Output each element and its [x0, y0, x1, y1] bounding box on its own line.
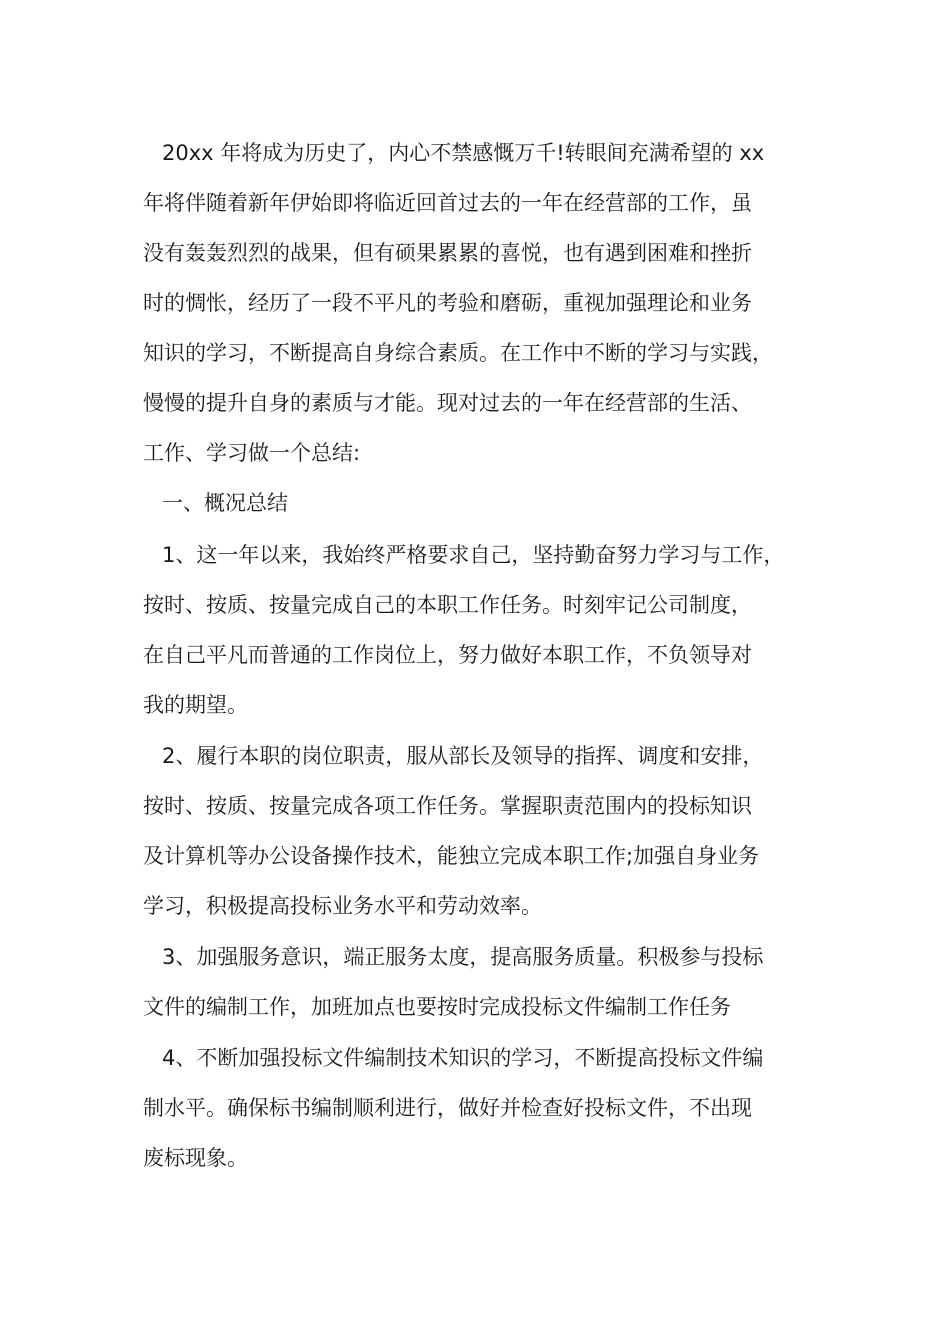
item-1-line-1: 1、这一年以来，我始终严格要求自己，坚持勤奋努力学习与工作， [162, 543, 785, 567]
item-3-line-1: 3、加强服务意识，端正服务太度，提高服务质量。积极参与投标 [162, 945, 764, 969]
paragraph-intro-line-7: 工作、学习做一个总结: [143, 441, 361, 465]
item-1-line-3: 在自己平凡而普通的工作岗位上，努力做好本职工作，不负领导对 [143, 643, 752, 667]
item-2-line-4: 学习，积极提高投标业务水平和劳动效率。 [143, 894, 542, 918]
paragraph-intro-line-4: 时的惆怅，经历了一段不平凡的考验和磨砺，重视加强理论和业务 [143, 291, 752, 315]
item-1-line-2: 按时、按质、按量完成自己的本职工作任务。时刻牢记公司制度， [143, 593, 752, 617]
paragraph-intro-line-1: 20xx 年将成为历史了，内心不禁感慨万千!转眼间充满希望的 xx [162, 141, 765, 165]
item-1-line-4: 我的期望。 [143, 693, 248, 717]
paragraph-intro-line-2: 年将伴随着新年伊始即将临近回首过去的一年在经营部的工作，虽 [143, 191, 752, 215]
item-4-line-1: 4、不断加强投标文件编制技术知识的学习，不断提高投标文件编 [162, 1046, 764, 1070]
item-4-line-2: 制水平。确保标书编制顺利进行，做好并检查好投标文件，不出现 [143, 1096, 752, 1120]
item-4-line-3: 废标现象。 [143, 1146, 248, 1170]
item-3-line-2: 文件的编制工作，加班加点也要按时完成投标文件编制工作任务 [143, 995, 731, 1019]
item-2-line-3: 及计算机等办公设备操作技术，能独立完成本职工作;加强自身业务 [143, 844, 760, 868]
paragraph-intro-line-5: 知识的学习，不断提高自身综合素质。在工作中不断的学习与实践， [143, 341, 773, 365]
item-2-line-2: 按时、按质、按量完成各项工作任务。掌握职责范围内的投标知识 [143, 794, 752, 818]
section-heading: 一、概况总结 [162, 491, 288, 515]
paragraph-intro-line-3: 没有轰轰烈烈的战果，但有硕果累累的喜悦，也有遇到困难和挫折 [143, 241, 752, 265]
item-2-line-1: 2、履行本职的岗位职责，服从部长及领导的指挥、调度和安排， [162, 744, 764, 768]
paragraph-intro-line-6: 慢慢的提升自身的素质与才能。现对过去的一年在经营部的生活、 [143, 391, 752, 415]
